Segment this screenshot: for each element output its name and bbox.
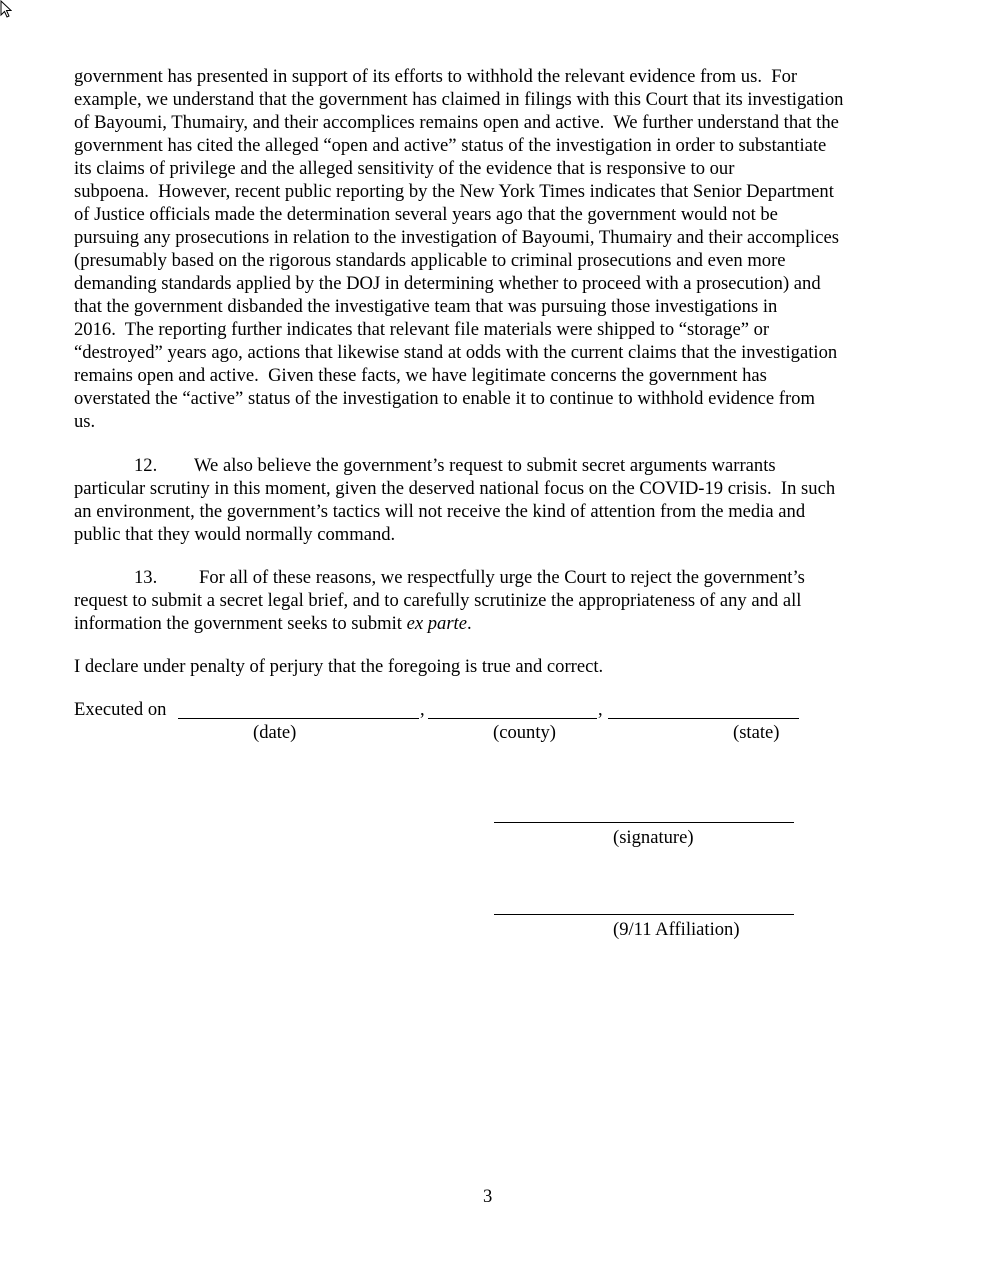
text-line: demanding standards applied by the DOJ in determining whether to proceed with a prosecution) and (74, 273, 821, 294)
text-line: us. (74, 411, 96, 432)
text-line: that the government disbanded the investigative team that was pursuing those investigations in (74, 296, 778, 317)
text-line: subpoena. However, recent public reporting by the New York Times indicates that Senior Department (74, 181, 834, 202)
comma-separator: , (598, 699, 603, 720)
text-line: remains open and active. Given these facts, we have legitimate concerns the government has (74, 365, 767, 386)
page-number: 3 (483, 1186, 493, 1207)
text-line: 2016. The reporting further indicates that relevant file materials were shipped to “storage” or (74, 319, 770, 340)
declaration-statement: I declare under penalty of perjury that the foregoing is true and correct. (74, 656, 604, 677)
text-line: pursuing any prosecutions in relation to the investigation of Bayoumi, Thumairy and their accomplices (74, 227, 839, 248)
text-line: government has cited the alleged “open and active” status of the investigation in order to substantiate (74, 135, 827, 156)
text-line: “destroyed” years ago, actions that likewise stand at odds with the current claims that the investigation (74, 342, 838, 363)
signature-line[interactable] (494, 822, 794, 823)
text-line: public that they would normally command. (74, 524, 396, 545)
executed-on-label: Executed on (74, 699, 167, 720)
text-line: For all of these reasons, we respectfully urge the Court to reject the government’s (199, 567, 805, 588)
county-blank[interactable] (428, 718, 597, 719)
mouse-cursor-icon (0, 0, 12, 20)
county-label: (county) (493, 722, 556, 743)
italic-term: ex parte (406, 613, 467, 634)
date-label: (date) (253, 722, 297, 743)
state-label: (state) (733, 722, 780, 743)
text-line (74, 612, 472, 635)
state-blank[interactable] (608, 718, 799, 719)
affiliation-label: (9/11 Affiliation) (613, 919, 740, 940)
text-line: of Bayoumi, Thumairy, and their accomplices remains open and active. We further understand that the (74, 112, 839, 133)
date-blank[interactable] (178, 718, 419, 719)
text-segment: . (466, 613, 472, 634)
text-line: (presumably based on the rigorous standards applicable to criminal prosecutions and even more (74, 250, 786, 271)
text-line: We also believe the government’s request to submit secret arguments warrants (194, 455, 776, 476)
comma-separator: , (420, 699, 425, 720)
text-line: overstated the “active” status of the investigation to enable it to continue to withhold evidence from (74, 388, 815, 409)
text-line: particular scrutiny in this moment, given the deserved national focus on the COVID-19 crisis. In such (74, 478, 836, 499)
text-line: an environment, the government’s tactics will not receive the kind of attention from the media and (74, 501, 806, 522)
text-line: example, we understand that the government has claimed in filings with this Court that its investigation (74, 89, 844, 110)
text-segment: information the government seeks to submit (74, 613, 407, 634)
affiliation-line[interactable] (494, 914, 794, 915)
signature-label: (signature) (613, 827, 694, 848)
text-line: request to submit a secret legal brief, and to carefully scrutinize the appropriateness of any and all (74, 590, 802, 611)
text-line: government has presented in support of its efforts to withhold the relevant evidence from us. For (74, 66, 798, 87)
paragraph-number: 12. (134, 455, 158, 476)
text-line: of Justice officials made the determination several years ago that the government would not be (74, 204, 778, 225)
text-line: its claims of privilege and the alleged sensitivity of the evidence that is responsive to our (74, 158, 735, 179)
paragraph-number: 13. (134, 567, 158, 588)
